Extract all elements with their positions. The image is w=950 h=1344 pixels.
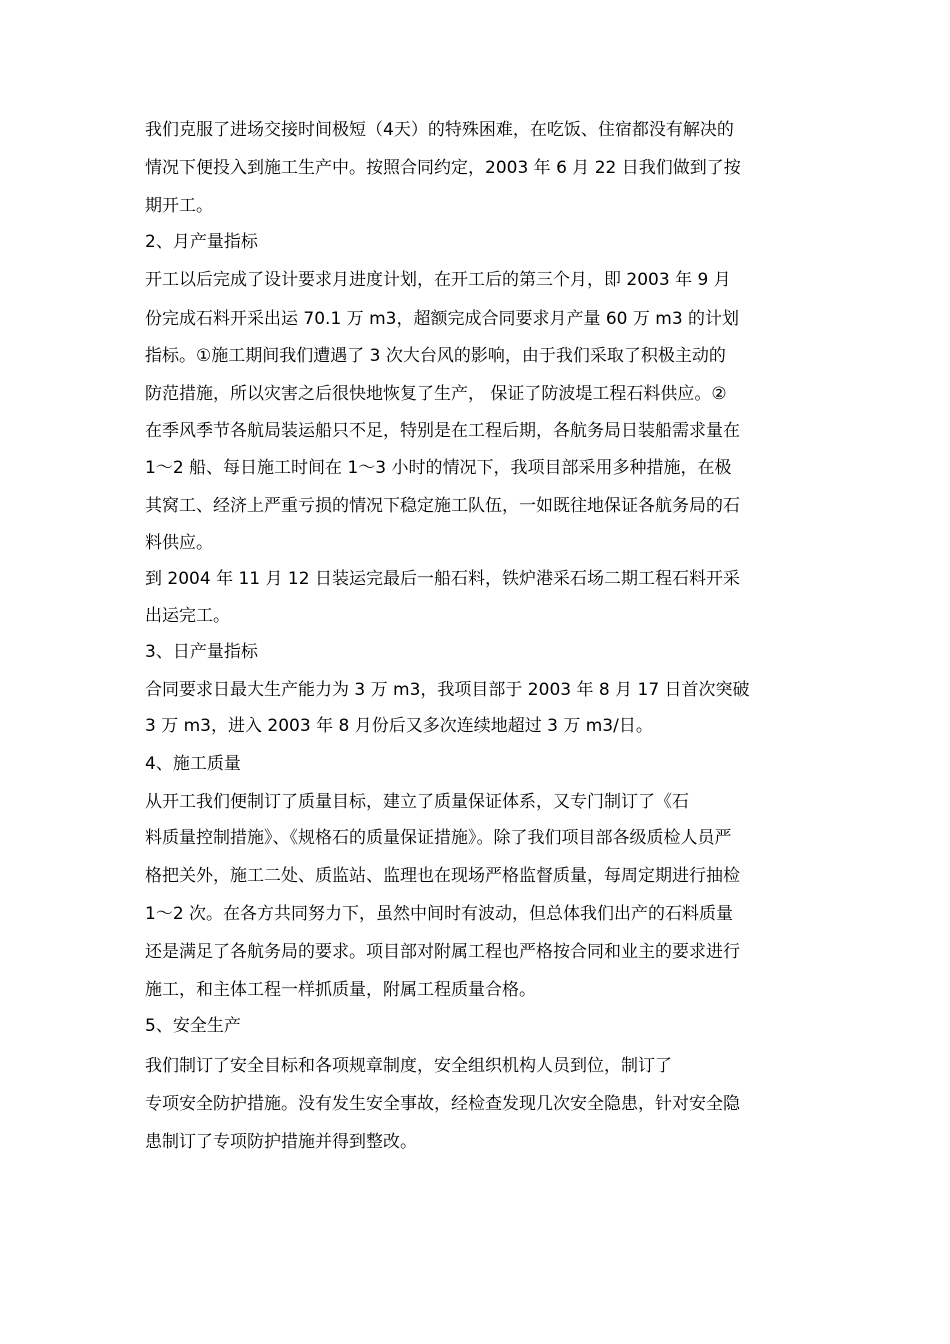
paragraph-line: 我们克服了进场交接时间极短（4天）的特殊困难，在吃饭、住宿都没有解决的 xyxy=(145,120,734,140)
paragraph-line: 开工以后完成了设计要求月进度计划，在开工后的第三个月，即 2003 年 9 月 xyxy=(145,270,731,290)
section-heading: 5、安全生产 xyxy=(145,1016,241,1036)
paragraph-line: 我们制订了安全目标和各项规章制度，安全组织机构人员到位，制订了 xyxy=(145,1056,672,1076)
paragraph-line: 患制订了专项防护措施并得到整改。 xyxy=(145,1132,417,1152)
paragraph-line: 1～2 次。在各方共同努力下，虽然中间时有波动，但总体我们出产的石料质量 xyxy=(145,904,734,924)
paragraph-line: 合同要求日最大生产能力为 3 万 m3，我项目部于 2003 年 8 月 17 日首次突破 xyxy=(145,680,750,700)
paragraph-line: 还是满足了各航务局的要求。项目部对附属工程也严格按合同和业主的要求进行 xyxy=(145,942,740,962)
paragraph-line: 其窝工、经济上严重亏损的情况下稳定施工队伍，一如既往地保证各航务局的石 xyxy=(145,496,740,516)
section-heading: 3、日产量指标 xyxy=(145,642,258,662)
paragraph-line: 施工，和主体工程一样抓质量，附属工程质量合格。 xyxy=(145,980,536,1000)
section-heading: 2、月产量指标 xyxy=(145,232,258,252)
paragraph-line: 份完成石料开采出运 70.1 万 m3，超额完成合同要求月产量 60 万 m3 的计划 xyxy=(145,309,740,329)
paragraph-line: 指标。①施工期间我们遭遇了 3 次大台风的影响，由于我们采取了积极主动的 xyxy=(145,346,726,366)
paragraph-line: 1～2 船、每日施工时间在 1～3 小时的情况下，我项目部采用多种措施，在极 xyxy=(145,458,732,478)
paragraph-line: 防范措施，所以灾害之后很快地恢复了生产， 保证了防波堤工程石料供应。② xyxy=(145,384,727,404)
paragraph-line: 到 2004 年 11 月 12 日装运完最后一船石料，铁炉港采石场二期工程石料开采 xyxy=(145,569,740,589)
paragraph-line: 料供应。 xyxy=(145,533,213,553)
paragraph-line: 格把关外，施工二处、质监站、监理也在现场严格监督质量，每周定期进行抽检 xyxy=(145,866,740,886)
paragraph-line: 期开工。 xyxy=(145,196,213,216)
paragraph-line: 从开工我们便制订了质量目标，建立了质量保证体系，又专门制订了《石 xyxy=(145,792,689,812)
paragraph-line: 3 万 m3，进入 2003 年 8 月份后又多次连续地超过 3 万 m3/日。 xyxy=(145,716,653,736)
paragraph-line: 在季风季节各航局装运船只不足，特别是在工程后期，各航务局日装船需求量在 xyxy=(145,421,740,441)
paragraph-line: 料质量控制措施》、《规格石的质量保证措施》。除了我们项目部各级质检人员严 xyxy=(145,828,732,848)
paragraph-line: 出运完工。 xyxy=(145,606,230,626)
section-heading: 4、施工质量 xyxy=(145,754,241,774)
paragraph-line: 情况下便投入到施工生产中。按照合同约定，2003 年 6 月 22 日我们做到了按 xyxy=(145,158,741,178)
paragraph-line: 专项安全防护措施。没有发生安全事故，经检查发现几次安全隐患，针对安全隐 xyxy=(145,1094,740,1114)
